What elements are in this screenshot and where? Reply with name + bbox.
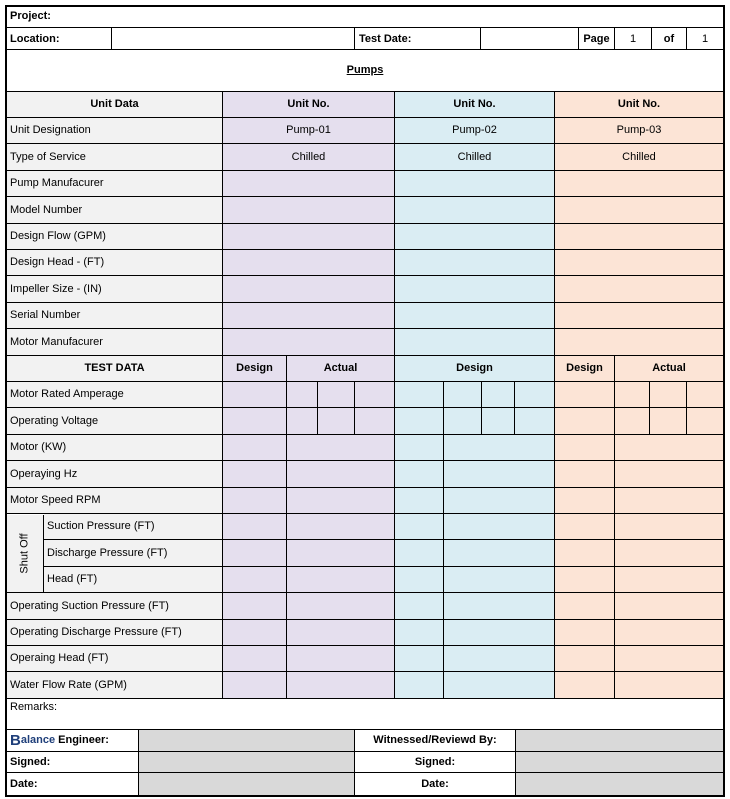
test-row-label: Head (FT) (44, 567, 222, 592)
section-title: Pumps (346, 64, 384, 76)
test-row-label: Motor (KW) (7, 435, 222, 460)
design-header-3: Design (555, 356, 614, 381)
grid-line (354, 729, 355, 796)
unit-2-test-cell[interactable] (395, 382, 554, 407)
test-row-label: Operaing Head (FT) (7, 646, 222, 671)
grid-line (481, 382, 482, 434)
grid-line (7, 143, 723, 144)
unit-2-test-cell[interactable] (395, 435, 554, 460)
unit-3-value[interactable] (555, 171, 723, 196)
location-label: Location: (10, 32, 60, 45)
unit-row-label: Pump Manufacurer (7, 171, 222, 196)
unit-3-test-cell[interactable] (555, 672, 723, 698)
grid-line (686, 382, 687, 434)
witnessed-field[interactable] (516, 730, 723, 751)
unit-row-label: Design Head - (FT) (7, 250, 222, 275)
unit-no-header-2: Unit No. (395, 92, 554, 117)
grid-line (651, 28, 652, 49)
test-row-label: Suction Pressure (FT) (44, 514, 222, 539)
signed-label-right: Signed: (414, 755, 456, 768)
date-label-left: Date: (10, 777, 38, 790)
remarks-label: Remarks: (10, 701, 58, 713)
grid-line (7, 328, 723, 329)
unit-1-test-cell[interactable] (223, 672, 394, 698)
grid-line (7, 772, 723, 773)
grid-line (7, 91, 723, 92)
unit-3-test-cell[interactable] (555, 408, 723, 434)
unit-1-test-cell[interactable] (223, 540, 394, 566)
grid-line (514, 382, 515, 434)
balance-logo-text: alance (20, 734, 56, 746)
grid-line (480, 28, 481, 49)
grid-line (394, 92, 395, 698)
grid-line (138, 729, 139, 796)
signed-field-right[interactable] (516, 752, 723, 772)
unit-1-test-cell[interactable] (223, 382, 394, 407)
test-row-label: Discharge Pressure (FT) (44, 540, 222, 566)
grid-line (515, 729, 516, 796)
page-total: 1 (701, 32, 709, 45)
unit-3-test-cell[interactable] (555, 593, 723, 619)
test-data-header: TEST DATA (7, 356, 222, 381)
grid-line (686, 28, 687, 49)
date-field-right[interactable] (516, 773, 723, 795)
grid-line (7, 275, 723, 276)
unit-3-value[interactable]: Chilled (555, 144, 723, 170)
design-header-2: Design (395, 356, 554, 381)
unit-3-test-cell[interactable] (555, 540, 723, 566)
unit-2-value[interactable] (395, 224, 554, 249)
actual-header-3: Actual (615, 356, 723, 381)
grid-line (7, 513, 723, 514)
unit-1-test-cell[interactable] (223, 593, 394, 619)
unit-2-test-cell[interactable] (395, 567, 554, 592)
unit-1-test-cell[interactable] (223, 567, 394, 592)
unit-no-header-1: Unit No. (223, 92, 394, 117)
unit-1-test-cell[interactable] (223, 461, 394, 487)
unit-1-test-cell[interactable] (223, 514, 394, 539)
unit-1-value[interactable] (223, 329, 394, 355)
grid-line (7, 407, 723, 408)
design-header-1: Design (223, 356, 286, 381)
unit-2-test-cell[interactable] (395, 620, 554, 645)
grid-line (111, 28, 112, 49)
unit-2-value[interactable] (395, 250, 554, 275)
unit-2-value[interactable]: Chilled (395, 144, 554, 170)
unit-2-value[interactable] (395, 276, 554, 302)
grid-line (7, 27, 723, 28)
unit-1-value[interactable] (223, 303, 394, 328)
unit-3-value[interactable] (555, 197, 723, 223)
grid-line (7, 751, 723, 752)
grid-line (354, 28, 355, 49)
unit-2-value[interactable]: Pump-02 (395, 118, 554, 143)
project-label: Project: (10, 10, 51, 22)
unit-2-value[interactable] (395, 197, 554, 223)
test-row-label: Operating Voltage (7, 408, 222, 434)
test-row-label: Operating Discharge Pressure (FT) (7, 620, 222, 645)
grid-line (7, 592, 723, 593)
unit-3-value[interactable] (555, 250, 723, 275)
unit-2-value[interactable] (395, 303, 554, 328)
location-field[interactable] (112, 29, 354, 49)
unit-data-header: Unit Data (7, 92, 222, 117)
grid-line (7, 698, 723, 699)
unit-2-test-cell[interactable] (395, 672, 554, 698)
grid-line (43, 566, 723, 567)
test-row-label: Operaying Hz (7, 461, 222, 487)
unit-1-value[interactable]: Chilled (223, 144, 394, 170)
grid-line (7, 729, 723, 730)
actual-header-1: Actual (287, 356, 394, 381)
grid-line (7, 381, 723, 382)
unit-3-test-cell[interactable] (555, 620, 723, 645)
grid-line (7, 249, 723, 250)
engineer-label: Engineer: (58, 734, 109, 746)
unit-2-test-cell[interactable] (395, 408, 554, 434)
witnessed-label: Witnessed/Reviewd By: (373, 734, 497, 746)
signed-field-left[interactable] (139, 752, 354, 772)
unit-3-value[interactable] (555, 276, 723, 302)
unit-2-test-cell[interactable] (395, 461, 554, 487)
test-row-label: Motor Speed RPM (7, 488, 222, 513)
unit-2-value[interactable] (395, 329, 554, 355)
date-label-right: Date: (421, 777, 449, 790)
unit-3-test-cell[interactable] (555, 646, 723, 671)
grid-line (614, 28, 615, 49)
unit-1-test-cell[interactable] (223, 408, 394, 434)
page-label: Page (583, 32, 610, 45)
unit-2-test-cell[interactable] (395, 593, 554, 619)
grid-line (43, 515, 44, 592)
shut-off-cell (7, 515, 43, 592)
balance-engineer-label (7, 730, 138, 751)
grid-line (7, 196, 723, 197)
test-row-label: Operating Suction Pressure (FT) (7, 593, 222, 619)
date-field-left[interactable] (139, 773, 354, 795)
unit-1-test-cell[interactable] (223, 646, 394, 671)
grid-line (43, 539, 723, 540)
remarks-field[interactable] (7, 699, 723, 729)
unit-1-value[interactable] (223, 276, 394, 302)
unit-row-label: Impeller Size - (IN) (7, 276, 222, 302)
test-date-label: Test Date: (359, 32, 412, 45)
unit-3-test-cell[interactable] (555, 461, 723, 487)
unit-3-test-cell[interactable] (555, 435, 723, 460)
grid-line (578, 28, 579, 49)
unit-row-label: Type of Service (7, 144, 222, 170)
unit-3-value[interactable] (555, 329, 723, 355)
unit-1-value[interactable] (223, 250, 394, 275)
grid-line (7, 223, 723, 224)
unit-row-label: Design Flow (GPM) (7, 224, 222, 249)
grid-line (554, 92, 555, 698)
unit-1-test-cell[interactable] (223, 620, 394, 645)
unit-3-test-cell[interactable] (555, 488, 723, 513)
grid-line (7, 117, 723, 118)
grid-line (443, 382, 444, 698)
unit-3-test-cell[interactable] (555, 382, 723, 407)
grid-line (649, 382, 650, 434)
grid-line (222, 92, 223, 698)
unit-2-value[interactable] (395, 171, 554, 196)
shut-off-label: Shut Off (18, 533, 31, 574)
test-row-label: Water Flow Rate (GPM) (7, 672, 222, 698)
grid-line (286, 356, 287, 698)
grid-line (354, 382, 355, 434)
unit-1-test-cell[interactable] (223, 488, 394, 513)
balance-logo-initial: B (10, 732, 21, 749)
unit-2-test-cell[interactable] (395, 488, 554, 513)
grid-line (7, 671, 723, 672)
unit-row-label: Unit Designation (7, 118, 222, 143)
unit-2-test-cell[interactable] (395, 540, 554, 566)
grid-line (317, 382, 318, 434)
unit-3-test-cell[interactable] (555, 514, 723, 539)
unit-2-test-cell[interactable] (395, 646, 554, 671)
unit-1-test-cell[interactable] (223, 435, 394, 460)
grid-line (7, 302, 723, 303)
grid-line (7, 355, 723, 356)
grid-line (7, 619, 723, 620)
grid-line (7, 487, 723, 488)
page-number: 1 (629, 32, 637, 45)
unit-2-test-cell[interactable] (395, 514, 554, 539)
grid-line (7, 460, 723, 461)
grid-line (7, 434, 723, 435)
unit-3-value[interactable]: Pump-03 (555, 118, 723, 143)
grid-line (614, 356, 615, 698)
unit-1-value[interactable]: Pump-01 (223, 118, 394, 143)
unit-1-value[interactable] (223, 171, 394, 196)
unit-3-value[interactable] (555, 303, 723, 328)
unit-row-label: Model Number (7, 197, 222, 223)
unit-row-label: Motor Manufacurer (7, 329, 222, 355)
test-date-field[interactable] (481, 29, 578, 49)
unit-3-test-cell[interactable] (555, 567, 723, 592)
grid-line (7, 645, 723, 646)
unit-no-header-3: Unit No. (555, 92, 723, 117)
of-label: of (663, 32, 675, 45)
grid-line (7, 170, 723, 171)
test-row-label: Motor Rated Amperage (7, 382, 222, 407)
engineer-field[interactable] (139, 730, 354, 751)
unit-3-value[interactable] (555, 224, 723, 249)
grid-line (7, 49, 723, 50)
unit-1-value[interactable] (223, 197, 394, 223)
unit-1-value[interactable] (223, 224, 394, 249)
unit-row-label: Serial Number (7, 303, 222, 328)
signed-label-left: Signed: (10, 755, 51, 768)
